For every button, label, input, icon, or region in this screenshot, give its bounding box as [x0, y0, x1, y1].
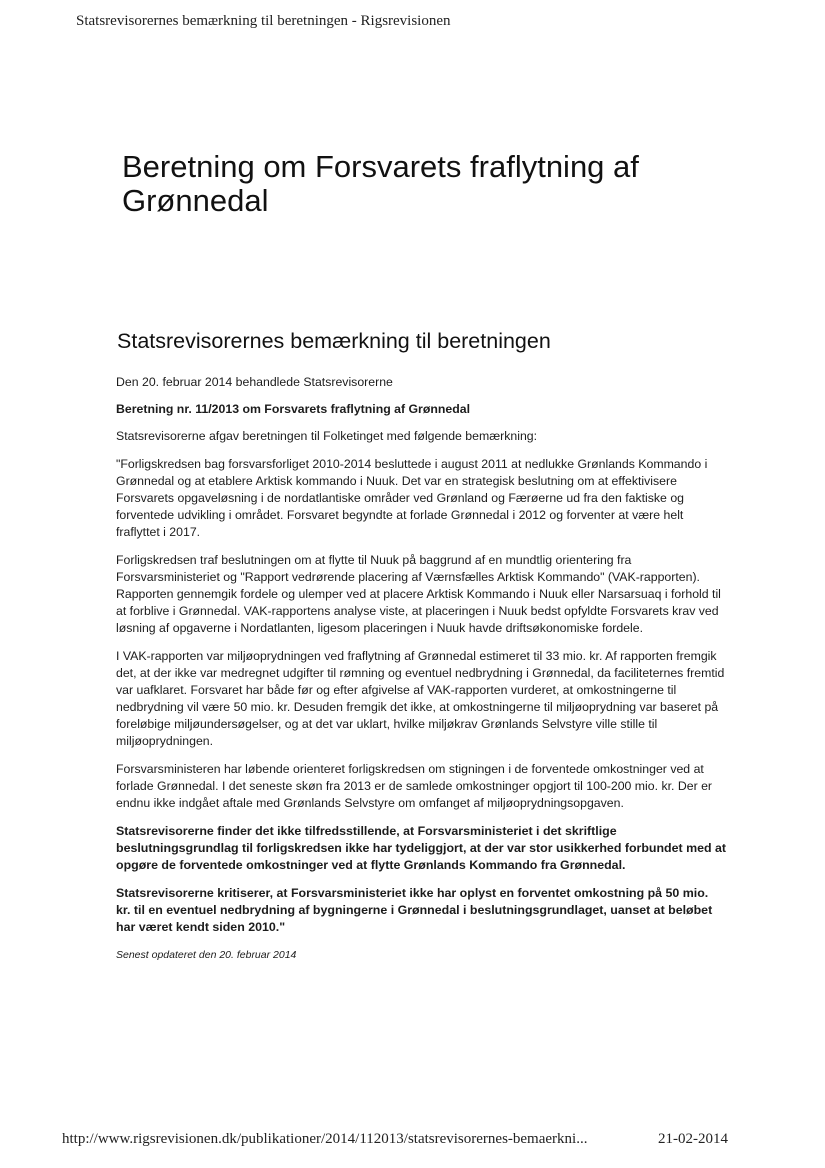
- paragraph-1: "Forligskredsen bag forsvarsforliget 2010-2014 besluttede i august 2011 at nedlukke Grønlands Kommando i Grønnedal og at etablere Arktisk kommando i Nuuk. Det var en strategisk beslutning om at effektivisere Forsvarets opgaveløsning i de nordatlantiske områder ved Grønland og Færøerne ud fra den faktiske og forventede udvikling i området. Forsvaret begyndte at forlade Grønnedal i 2012 og forventer at være helt fraflyttet i 2017.: [116, 457, 708, 539]
- intro-text: Den 20. februar 2014 behandlede Statsrevisorerne: [116, 375, 393, 389]
- paragraph-3: I VAK-rapporten var miljøoprydningen ved fraflytning af Grønnedal estimeret til 33 mio. kr. Af rapporten fremgik det, at der ikke var medregnet udgifter til rømning og eventuel nedbrydning i Grønnedal, da faciliteternes fremtid var uafklaret. Forsvaret har både før og efter afgivelse af VAK-rapporten vurderet, at omkostningerne til nedbrydning vil være 50 mio. kr. Desuden fremgik det ikke, at omkostningerne til miljøoprydning var baseret på foreløbige miljøundersøgelser, og at det var uklart, hvilke miljøkrav Grønlands Selvstyre ville stille til miljøoprydningen.: [116, 649, 725, 748]
- section-heading: Statsrevisorernes bemærkning til beretningen: [117, 329, 551, 353]
- document-body: [116, 374, 726, 975]
- last-updated-note: Senest opdateret den 20. februar 2014: [116, 949, 297, 961]
- conclusion-paragraph-1: Statsrevisorerne finder det ikke tilfredsstillende, at Forsvarsministeriet i det skriftlige beslutningsgrundlag til forligskredsen ikke har tydeliggjort, at der var stor usikkerhed forbundet med at opgøre de forventede omkostninger ved at flytte Grønlands Kommando fra Grønnedal.: [116, 824, 727, 872]
- footer-url: http://www.rigsrevisionen.dk/publikationer/2014/112013/statsrevisorernes-bemaerkni...: [62, 1131, 588, 1147]
- conclusion-paragraph-2: Statsrevisorerne kritiserer, at Forsvarsministeriet ikke har oplyst en forventet omkostning på 50 mio. kr. til en eventuel nedbrydning af bygningerne i Grønnedal i beslutningsgrundlaget, uanset at beløbet har været kendt siden 2010.": [116, 886, 713, 934]
- lead-in-text: Statsrevisorerne afgav beretningen til Folketinget med følgende bemærkning:: [116, 429, 538, 443]
- paragraph-4: Forsvarsministeren har løbende orienteret forligskredsen om stigningen i de forventede omkostninger ved at forlade Grønnedal. I det seneste skøn fra 2013 er de samlede omkostninger opgjort til 100-200 mio. kr. Der er endnu ikke indgået aftale med Grønlands Selvstyre om omfanget af miljøoprydningsopgaven.: [116, 762, 713, 810]
- print-header-title: Statsrevisorernes bemærkning til beretningen - Rigsrevisionen: [76, 13, 451, 29]
- report-reference: Beretning nr. 11/2013 om Forsvarets fraflytning af Grønnedal: [116, 402, 470, 416]
- footer-date: 21-02-2014: [658, 1131, 728, 1147]
- page-title: Beretning om Forsvarets fraflytning af Grønnedal: [122, 149, 639, 218]
- print-footer: [62, 1131, 762, 1148]
- paragraph-2: Forligskredsen traf beslutningen om at flytte til Nuuk på baggrund af en mundtlig orientering fra Forsvarsministeriet og "Rapport vedrørende placering af Værnsfælles Arktisk Kommando" (VAK-rapporten). Rapporten gennemgik fordele og ulemper ved at placere Arktisk Kommando i Nuuk eller Narsarsuaq i forhold til at forblive i Grønnedal. VAK-rapportens analyse viste, at placeringen i Nuuk bedst opfyldte Forsvarets krav ved løsning af opgaverne i Nordatlanten, ligesom placeringen i Nuuk havde driftsøkonomiske fordele.: [116, 553, 721, 635]
